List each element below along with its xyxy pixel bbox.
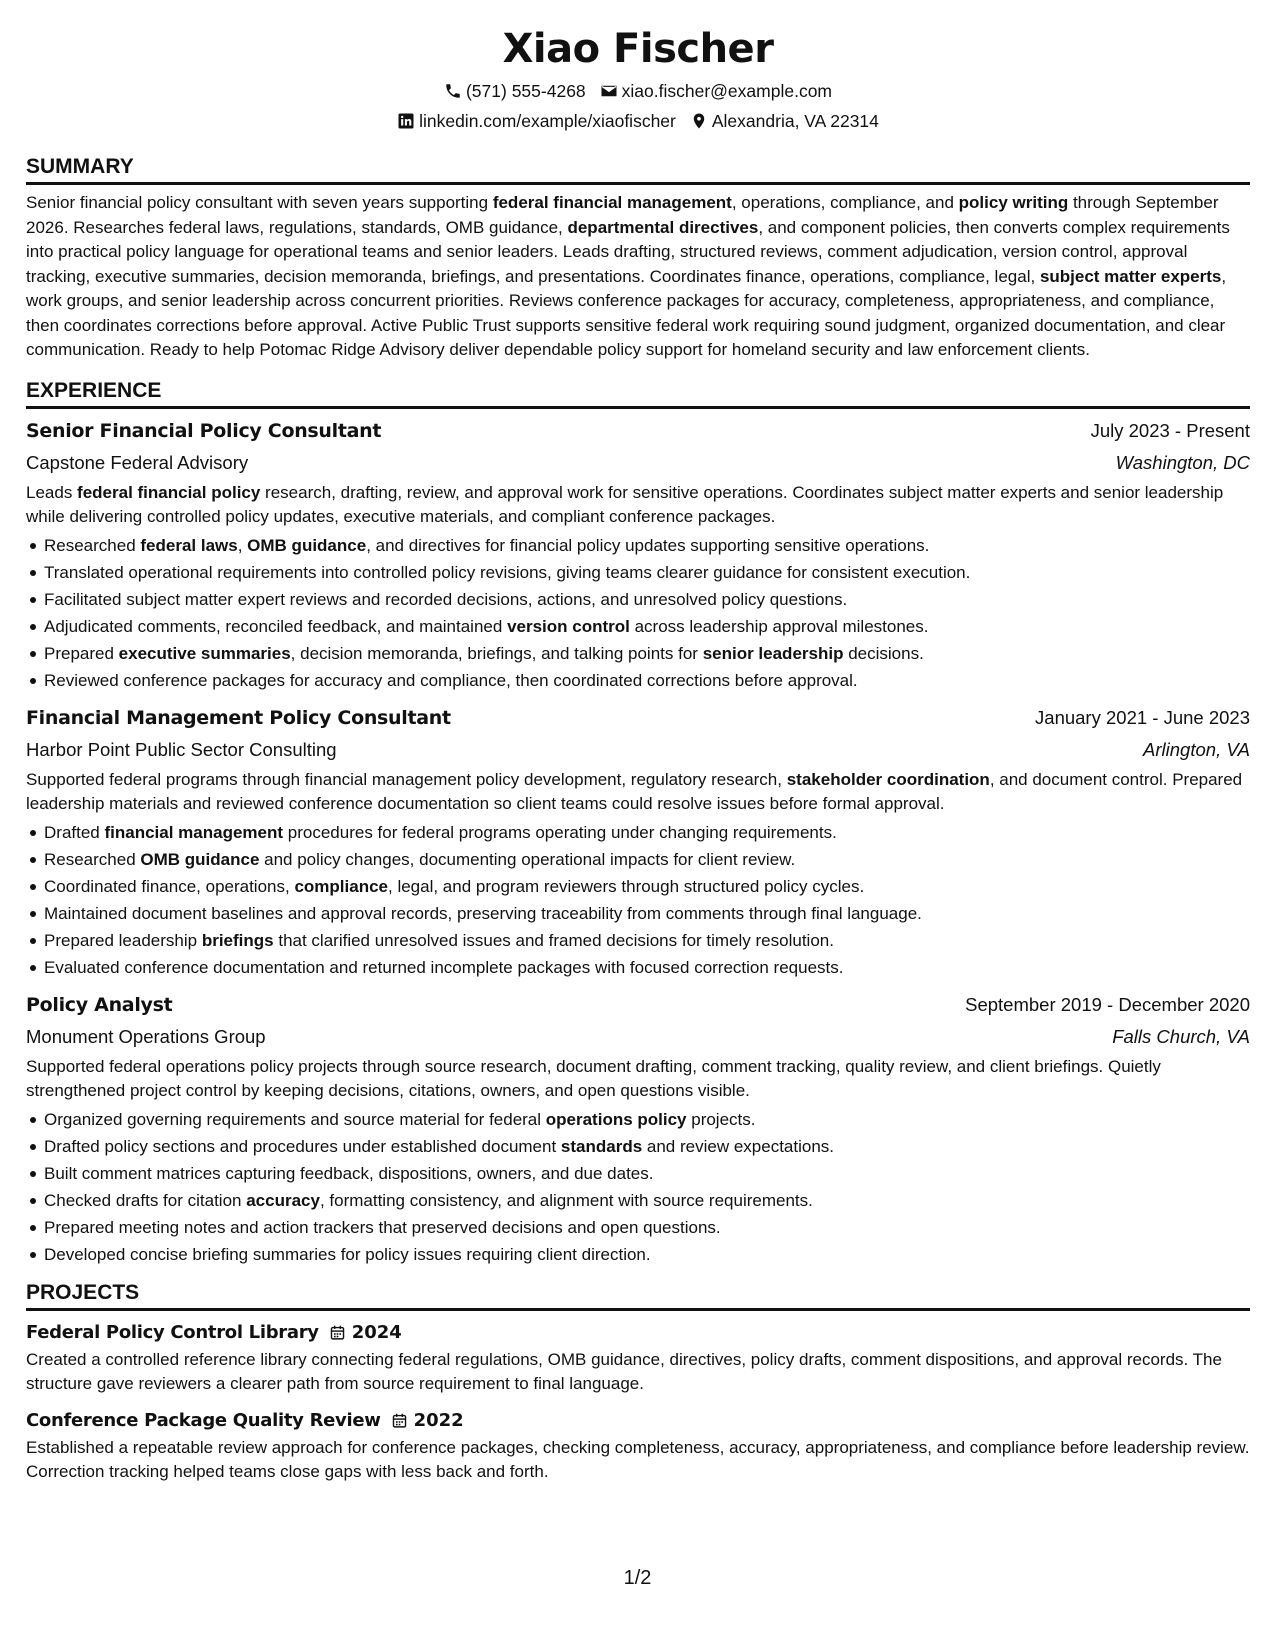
phone-text: (571) 555-4268 (465, 81, 586, 101)
job-bullet: Reviewed conference packages for accuracy and compliance, then coordinated corrections before approval. (26, 667, 1250, 694)
job-bullet: Prepared executive summaries, decision memoranda, briefings, and talking points for senior leadership decisions. (26, 640, 1250, 667)
job-bullet: Drafted financial management procedures for federal programs operating under changing requirements. (26, 819, 1250, 846)
project-title: Conference Package Quality Review (26, 1409, 381, 1431)
map-pin-icon (690, 112, 708, 130)
job-bullet: Researched OMB guidance and policy changes, documenting operational impacts for client review. (26, 846, 1250, 873)
project-title: Federal Policy Control Library (26, 1321, 319, 1343)
job-bullet: Coordinated finance, operations, compliance, legal, and program reviewers through structured policy cycles. (26, 873, 1250, 900)
contact-line-1 (26, 76, 1250, 106)
job-bullet: Developed concise briefing summaries for policy issues requiring client direction. (26, 1241, 1250, 1268)
project-year-text: 2024 (351, 1322, 402, 1343)
summary-text: Senior financial policy consultant with seven years supporting federal financial management, operations, compliance, and policy writing through September 2026. Researches federal laws, regulations, standards, OMB guidance, departmental directives, and component policies, then converts complex requirements into practical policy language for operational teams and senior leaders. Leads drafting, structured reviews, comment adjudication, version control, approval tracking, executive summaries, decision memoranda, briefings, and presentations. Coordinates finance, operations, compliance, legal, subject matter experts, work groups, and senior leadership across concurrent priorities. Reviews conference packages for accuracy, completeness, appropriateness, and compliance, then coordinates corrections before approval. Active Public Trust supports sensitive federal work requiring sound judgment, organized documentation, and clear communication. Ready to help Potomac Ridge Advisory deliver dependable policy support for homeland security and law enforcement clients. (26, 193, 1230, 359)
experience-section (26, 378, 1250, 1268)
calendar-icon (391, 1412, 408, 1429)
project-description: Established a repeatable review approach for conference packages, checking completeness, accuracy, appropriateness, and compliance before leadership review. Correction tracking helped teams close gaps with less back and forth. (26, 1437, 1250, 1481)
job-dates: September 2019 - December 2020 (965, 993, 1250, 1015)
job-location: Falls Church, VA (1112, 1025, 1250, 1047)
bold-keyword: compliance (294, 876, 388, 896)
job-dates: July 2023 - Present (1090, 419, 1250, 441)
summary-section (26, 154, 1250, 363)
project-year-text: 2022 (413, 1410, 464, 1431)
email-text[interactable]: xiao.fischer@example.com (621, 81, 832, 101)
bold-keyword: stakeholder coordination (786, 769, 990, 789)
job-company: Capstone Federal Advisory (26, 451, 249, 473)
job-location: Washington, DC (1115, 451, 1250, 473)
bold-keyword: departmental directives (567, 217, 759, 237)
job-bullets (26, 1106, 1250, 1268)
bold-keyword: federal financial management (492, 193, 732, 212)
job-company: Monument Operations Group (26, 1025, 266, 1047)
bold-keyword: federal financial policy (77, 482, 261, 502)
job-bullet: Organized governing requirements and source material for federal operations policy projects. (26, 1106, 1250, 1133)
project-year (391, 1410, 464, 1431)
contact-linkedin[interactable] (397, 106, 676, 136)
contact-email[interactable] (600, 76, 832, 106)
linkedin-text[interactable]: linkedin.com/example/xiaofischer (419, 111, 676, 131)
job-bullet: Prepared meeting notes and action trackers that preserved decisions and open questions. (26, 1214, 1250, 1241)
projects-heading: PROJECTS (26, 1280, 1250, 1311)
job-title: Financial Management Policy Consultant (26, 706, 451, 729)
job-company: Harbor Point Public Sector Consulting (26, 738, 337, 760)
bold-keyword: accuracy (246, 1190, 320, 1210)
job-bullet: Drafted policy sections and procedures under established document standards and review expectations. (26, 1133, 1250, 1160)
bold-keyword: version control (507, 616, 630, 636)
candidate-name: Xiao Fischer (502, 26, 774, 72)
job-bullet: Translated operational requirements into controlled policy revisions, giving teams clearer guidance for consistent execution. (26, 559, 1250, 586)
bold-keyword: executive summaries (118, 643, 291, 663)
bold-keyword: policy writing (958, 193, 1069, 212)
job-entry (26, 702, 1250, 981)
job-bullets (26, 532, 1250, 694)
job-intro: Leads federal financial policy research, drafting, review, and approval work for sensitive operations. Coordinates subject matter experts and senior leadership while delivering controlled policy updates, executive materials, and compliant conference packages. (26, 482, 1224, 526)
linkedin-icon (397, 112, 415, 130)
job-entry (26, 415, 1250, 694)
job-title: Senior Financial Policy Consultant (26, 419, 382, 442)
page-number: 1/2 (623, 1567, 652, 1589)
bold-keyword: OMB guidance (247, 535, 367, 555)
bold-keyword: subject matter experts (1039, 266, 1222, 286)
bold-keyword: senior leadership (702, 643, 844, 663)
bold-keyword: financial management (104, 822, 284, 842)
contact-line-2 (26, 106, 1250, 136)
resume-page (26, 22, 1250, 1485)
job-bullets (26, 819, 1250, 981)
job-title: Policy Analyst (26, 993, 173, 1016)
job-bullet: Facilitated subject matter expert reviews and recorded decisions, actions, and unresolved policy questions. (26, 586, 1250, 613)
project-entry (26, 1319, 1250, 1397)
job-intro: Supported federal programs through financial management policy development, regulatory research, stakeholder coordination, and document control. Prepared leadership materials and reviewed conference documentation so client teams could resolve issues before formal approval. (26, 769, 1243, 813)
location-text: Alexandria, VA 22314 (711, 111, 879, 131)
contact-location (690, 106, 879, 136)
phone-icon (444, 82, 462, 100)
job-bullet: Checked drafts for citation accuracy, formatting consistency, and alignment with source requirements. (26, 1187, 1250, 1214)
project-entry (26, 1407, 1250, 1485)
contact-phone (444, 76, 586, 106)
job-bullet: Prepared leadership briefings that clarified unresolved issues and framed decisions for timely resolution. (26, 927, 1250, 954)
job-bullet: Maintained document baselines and approval records, preserving traceability from comments through final language. (26, 900, 1250, 927)
bold-keyword: briefings (201, 930, 274, 950)
project-description: Created a controlled reference library connecting federal regulations, OMB guidance, directives, policy drafts, comment dispositions, and approval records. The structure gave reviewers a clearer path from source requirement to final language. (26, 1349, 1222, 1393)
projects-section (26, 1280, 1250, 1485)
job-bullet: Adjudicated comments, reconciled feedback, and maintained version control across leadership approval milestones. (26, 613, 1250, 640)
job-location: Arlington, VA (1143, 738, 1250, 760)
project-year (329, 1322, 402, 1343)
job-entry (26, 989, 1250, 1268)
job-dates: January 2021 - June 2023 (1035, 706, 1250, 728)
summary-heading: SUMMARY (26, 154, 1250, 185)
bold-keyword: operations policy (545, 1109, 687, 1129)
job-intro: Supported federal operations policy projects through source research, document drafting, comment tracking, quality review, and client briefings. Quietly strengthened project control by keeping decisions, citations, owners, and open questions visible. (26, 1056, 1161, 1100)
bold-keyword: OMB guidance (140, 849, 260, 869)
bold-keyword: standards (560, 1136, 643, 1156)
experience-heading: EXPERIENCE (26, 378, 1250, 409)
job-bullet: Evaluated conference documentation and returned incomplete packages with focused correction requests. (26, 954, 1250, 981)
job-bullet: Built comment matrices capturing feedback, dispositions, owners, and due dates. (26, 1160, 1250, 1187)
envelope-icon (600, 82, 618, 100)
job-bullet: Researched federal laws, OMB guidance, and directives for financial policy updates supporting sensitive operations. (26, 532, 1250, 559)
bold-keyword: federal laws (140, 535, 238, 555)
calendar-icon (329, 1324, 346, 1341)
